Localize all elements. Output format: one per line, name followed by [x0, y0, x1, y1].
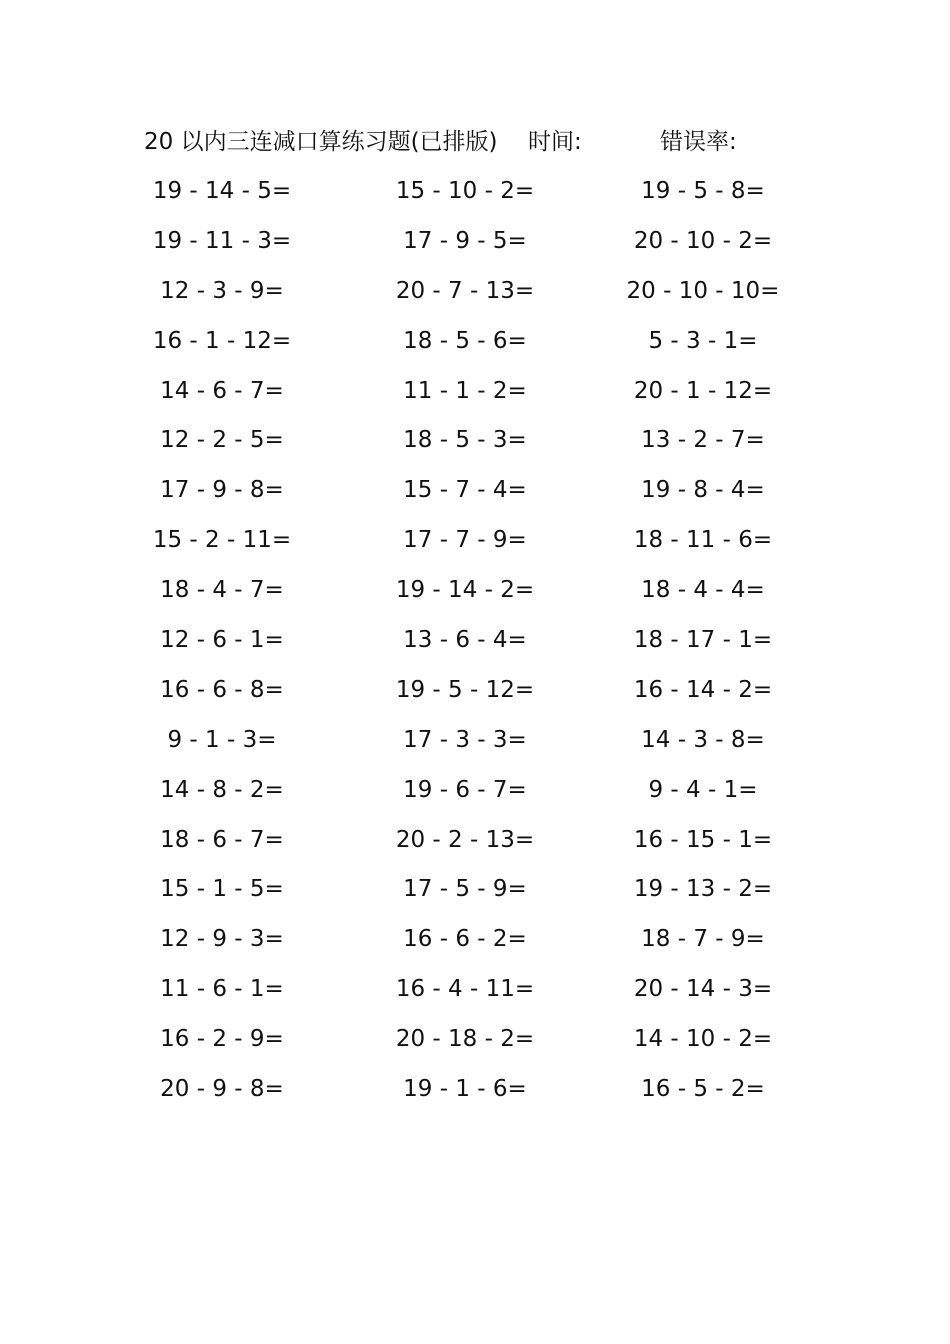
problem-item: 19 - 11 - 3=	[152, 227, 292, 254]
problem-item: 18 - 4 - 7=	[160, 577, 284, 604]
problem-item: 18 - 7 - 9=	[641, 926, 765, 953]
problem-row	[0, 1070, 950, 1120]
problem-item: 18 - 4 - 4=	[641, 577, 765, 604]
problem-item: 19 - 6 - 7=	[403, 776, 527, 803]
problem-row	[0, 471, 950, 521]
problem-item: 16 - 15 - 1=	[633, 826, 773, 853]
problem-grid	[0, 172, 950, 1120]
problem-item: 5 - 3 - 1=	[648, 327, 758, 354]
problem-item: 9 - 4 - 1=	[648, 776, 758, 803]
problem-item: 16 - 14 - 2=	[633, 676, 773, 703]
problem-item: 20 - 18 - 2=	[395, 1026, 535, 1053]
problem-row	[0, 272, 950, 322]
problem-row	[0, 571, 950, 621]
problem-row	[0, 721, 950, 771]
problem-row	[0, 222, 950, 272]
error-rate-label: 错误率:	[660, 129, 737, 155]
problem-row	[0, 821, 950, 871]
time-label: 时间:	[528, 129, 582, 155]
problem-item: 20 - 2 - 13=	[395, 826, 535, 853]
problem-item: 15 - 10 - 2=	[395, 178, 535, 204]
problem-row	[0, 771, 950, 821]
problem-row	[0, 920, 950, 970]
problem-row	[0, 621, 950, 671]
problem-item: 12 - 2 - 5=	[160, 427, 284, 454]
problem-item: 14 - 6 - 7=	[160, 377, 284, 404]
problem-item: 16 - 2 - 9=	[160, 1026, 284, 1053]
problem-row	[0, 421, 950, 471]
problem-row	[0, 671, 950, 721]
problem-item: 19 - 14 - 5=	[152, 178, 292, 204]
problem-row	[0, 970, 950, 1020]
problem-item: 14 - 10 - 2=	[633, 1026, 773, 1053]
problem-item: 17 - 9 - 8=	[160, 477, 284, 504]
problem-item: 11 - 1 - 2=	[403, 377, 527, 404]
problem-row	[0, 870, 950, 920]
problem-item: 16 - 5 - 2=	[641, 1076, 765, 1103]
problem-item: 19 - 14 - 2=	[395, 577, 535, 604]
problem-item: 20 - 9 - 8=	[160, 1076, 284, 1103]
problem-item: 18 - 17 - 1=	[633, 627, 773, 654]
problem-item: 18 - 5 - 3=	[403, 427, 527, 454]
problem-item: 9 - 1 - 3=	[167, 726, 277, 753]
problem-item: 16 - 4 - 11=	[395, 976, 535, 1003]
problem-row	[0, 322, 950, 372]
problem-item: 17 - 7 - 9=	[403, 527, 527, 554]
problem-item: 14 - 8 - 2=	[160, 776, 284, 803]
problem-item: 14 - 3 - 8=	[641, 726, 765, 753]
problem-item: 19 - 5 - 12=	[395, 676, 535, 703]
problem-row	[0, 172, 950, 222]
problem-item: 19 - 1 - 6=	[403, 1076, 527, 1103]
problem-row	[0, 1020, 950, 1070]
problem-row	[0, 372, 950, 422]
problem-item: 15 - 1 - 5=	[160, 876, 284, 903]
problem-item: 20 - 10 - 2=	[633, 227, 773, 254]
problem-item: 16 - 6 - 2=	[403, 926, 527, 953]
problem-item: 12 - 3 - 9=	[160, 277, 284, 304]
problem-item: 16 - 6 - 8=	[160, 676, 284, 703]
problem-item: 20 - 10 - 10=	[626, 277, 780, 304]
problem-item: 17 - 5 - 9=	[403, 876, 527, 903]
problem-item: 20 - 1 - 12=	[633, 377, 773, 404]
problem-item: 18 - 6 - 7=	[160, 826, 284, 853]
problem-item: 20 - 14 - 3=	[633, 976, 773, 1003]
worksheet-title: 20 以内三连减口算练习题(已排版)	[144, 129, 498, 155]
problem-item: 19 - 13 - 2=	[633, 876, 773, 903]
problem-item: 17 - 9 - 5=	[403, 227, 527, 254]
problem-item: 20 - 7 - 13=	[395, 277, 535, 304]
problem-item: 12 - 6 - 1=	[160, 627, 284, 654]
problem-item: 15 - 7 - 4=	[403, 477, 527, 504]
problem-row	[0, 521, 950, 571]
problem-item: 17 - 3 - 3=	[403, 726, 527, 753]
problem-item: 19 - 8 - 4=	[641, 477, 765, 504]
problem-item: 18 - 5 - 6=	[403, 327, 527, 354]
problem-item: 11 - 6 - 1=	[160, 976, 284, 1003]
problem-item: 18 - 11 - 6=	[633, 527, 773, 554]
problem-item: 16 - 1 - 12=	[152, 327, 292, 354]
problem-item: 13 - 6 - 4=	[403, 627, 527, 654]
problem-item: 13 - 2 - 7=	[641, 427, 765, 454]
problem-item: 12 - 9 - 3=	[160, 926, 284, 953]
worksheet-header	[0, 124, 950, 160]
problem-item: 19 - 5 - 8=	[641, 178, 765, 204]
problem-item: 15 - 2 - 11=	[152, 527, 292, 554]
